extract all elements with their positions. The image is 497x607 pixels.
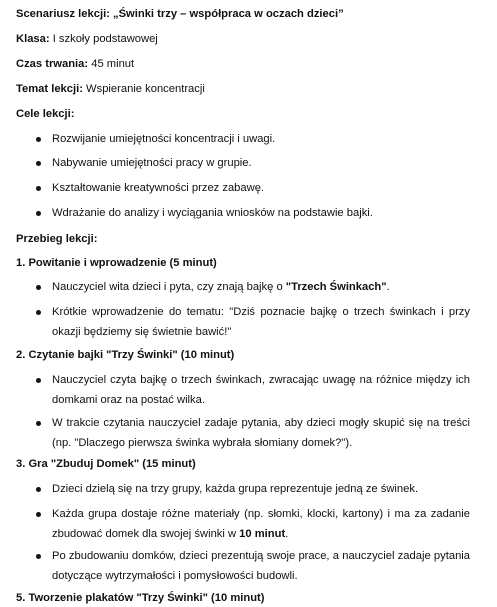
cele-item: Rozwijanie umiejętności koncentracji i uwagi.	[52, 133, 276, 145]
text-segment: .	[285, 528, 289, 540]
section-item	[52, 277, 470, 297]
meta-temat	[16, 82, 205, 96]
section-item	[52, 504, 470, 544]
section-heading: 2. Czytanie bajki "Trzy Świnki" (10 minut)	[16, 349, 235, 361]
section-heading: 3. Gra "Zbuduj Domek" (15 minut)	[16, 458, 196, 470]
meta-czas-label: Czas trwania:	[16, 58, 89, 70]
section-item: Krótkie wprowadzenie do tematu: "Dziś poznacie bajkę o trzech świnkach i przy okazji będziemy się świetnie bawić!"	[52, 306, 470, 338]
bullet-dot	[36, 137, 41, 142]
text-segment-bold: "Trzech Świnkach"	[285, 281, 387, 293]
bullet-dot	[36, 487, 41, 492]
bullet-dot	[36, 211, 41, 216]
bullet-dot	[36, 512, 41, 517]
cele-item: Wdrażanie do analizy i wyciągania wniosków na podstawie bajki.	[52, 207, 373, 219]
bullet-dot	[36, 285, 41, 290]
meta-klasa-value: I szkoły podstawowej	[49, 33, 158, 45]
bullet-dot	[36, 378, 41, 383]
section-item: Po zbudowaniu domków, dzieci prezentują swoje prace, a nauczyciel zadaje pytania dotyczące wytrzymałości i pomysłowości budowli.	[52, 550, 470, 582]
section-heading: 1. Powitanie i wprowadzenie (5 minut)	[16, 257, 217, 269]
bullet-dot	[36, 186, 41, 191]
meta-temat-value: Wspieranie koncentracji	[82, 83, 205, 95]
section-item: Dzieci dzielą się na trzy grupy, każda grupa reprezentuje jedną ze świnek.	[52, 483, 419, 495]
document-title: Scenariusz lekcji: „Świnki trzy – współpraca w oczach dzieci”	[16, 8, 344, 20]
meta-czas	[16, 57, 134, 71]
section-heading: 5. Tworzenie plakatów "Trzy Świnki" (10 minut)	[16, 592, 265, 604]
cele-item: Nabywanie umiejętności pracy w grupie.	[52, 157, 252, 169]
bullet-dot	[36, 310, 41, 315]
section-item: Nauczyciel czyta bajkę o trzech świnkach, zwracając uwagę na różnice między ich domkami oraz na postać wilka.	[52, 374, 470, 406]
bullet-dot	[36, 161, 41, 166]
text-segment: Nauczyciel wita dzieci i pyta, czy znają bajkę o	[52, 281, 286, 293]
bullet-dot	[36, 421, 41, 426]
meta-klasa-label: Klasa:	[16, 33, 50, 45]
cele-item: Kształtowanie kreatywności przez zabawę.	[52, 182, 265, 194]
przebieg-heading: Przebieg lekcji:	[16, 233, 98, 245]
text-segment: Każda grupa dostaje różne materiały (np. słomki, klocki, kartony) i ma za zadanie zbudować domek dla swojej świnki w	[52, 508, 470, 540]
meta-klasa	[16, 32, 158, 46]
text-segment: .	[386, 281, 390, 293]
bullet-dot	[36, 554, 41, 559]
cele-heading: Cele lekcji:	[16, 108, 75, 120]
meta-czas-value: 45 minut	[88, 58, 135, 70]
meta-temat-label: Temat lekcji:	[16, 83, 83, 95]
text-segment-bold: 10 minut	[239, 528, 286, 540]
section-item: W trakcie czytania nauczyciel zadaje pytania, aby dzieci mogły skupić się na treści (np. "Dlaczego pierwsza świnka wybrała słomiany domek?").	[52, 417, 470, 449]
